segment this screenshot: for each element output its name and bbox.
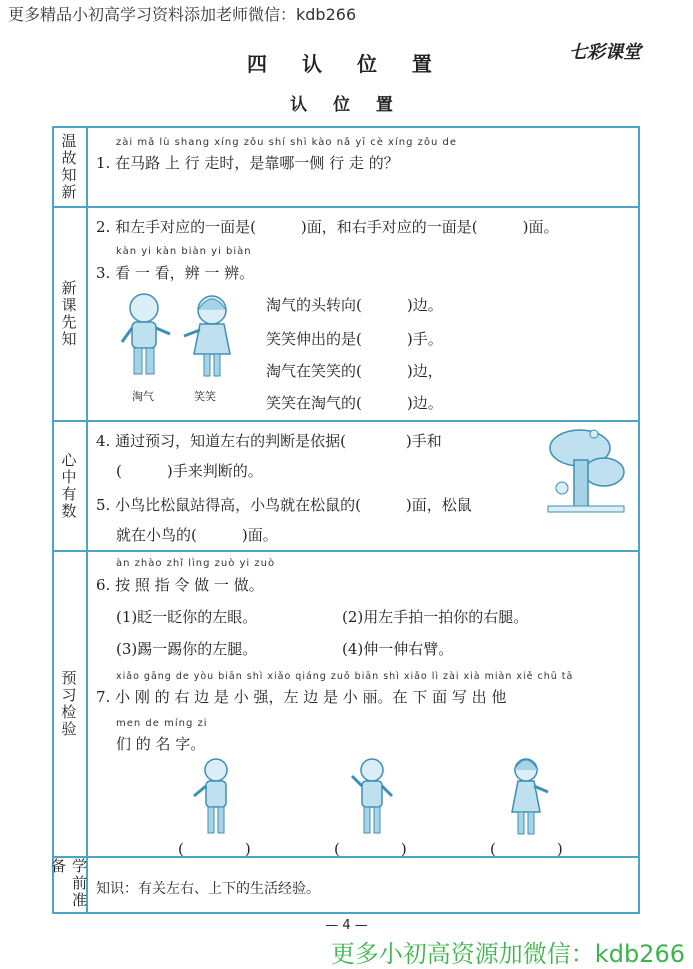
q1-text: 1. 在马路 上 行 走时，是靠哪一侧 行 走 的？ xyxy=(96,154,399,172)
q2-text: 2. 和左手对应的一面是( )面，和右手对应的一面是( )面。 xyxy=(96,218,559,236)
q3-pinyin: kàn yi kàn biàn yi biàn xyxy=(116,246,252,257)
section-divider xyxy=(52,550,640,552)
girl-figure xyxy=(184,296,230,376)
chapter-title: 四 认 位 置 xyxy=(247,52,446,76)
q4-line-1: 4. 通过预习，知道左右的判断是依据( )手和 xyxy=(96,432,442,450)
kid-middle-figure xyxy=(352,759,392,833)
section-label-new: 新课先知 xyxy=(52,208,88,420)
lesson-title: 认 位 置 xyxy=(290,95,403,115)
q3-line-3: 淘气在笑笑的( )边， xyxy=(266,362,443,380)
q3-line-2: 笑笑伸出的是( )手。 xyxy=(266,330,443,348)
q6-pinyin: àn zhào zhǐ lìng zuò yi zuò xyxy=(116,558,276,569)
prep-text: 知识：有关左右、上下的生活经验。 xyxy=(96,881,320,897)
footer-note: 更多小初高资源加微信：kdb266 xyxy=(330,940,685,968)
q6-item-1: (1)眨一眨你的左眼。 xyxy=(116,608,258,626)
q7-pinyin-1: xiǎo gāng de yòu biān shì xiǎo qiáng zuǒ biān shì xiǎo lì zài xià miàn xiě chū tā xyxy=(116,671,574,682)
q3-line-4: 笑笑在淘气的( )边。 xyxy=(266,394,443,412)
page-number: — 4 — xyxy=(325,918,368,933)
q5-line-1: 5. 小鸟比松鼠站得高，小鸟就在松鼠的( )面，松鼠 xyxy=(96,496,472,514)
section-label-preview: 预习检验 xyxy=(52,552,88,856)
name-blank-2[interactable]: ( ) xyxy=(334,840,411,858)
q4-line-2: ( )手来判断的。 xyxy=(116,462,263,480)
q6-item-2: (2)用左手拍一拍你的右腿。 xyxy=(342,608,529,626)
q6-text: 6. 按 照 指 令 做 一 做。 xyxy=(96,576,264,594)
section-label-mind: 心中有数 xyxy=(52,422,88,550)
kid-left-figure xyxy=(194,759,227,833)
q5-line-2: 就在小鸟的( )面。 xyxy=(116,526,278,544)
kid-right-figure xyxy=(512,759,548,834)
q7-pinyin-2: men de míng zi xyxy=(116,718,208,729)
tree-squirrel-bird-illustration xyxy=(544,426,628,516)
q7-text-2: 们 的 名 字。 xyxy=(116,735,206,753)
q7-text-1: 7. 小 刚 的 右 边 是 小 强，左 边 是 小 丽。在 下 面 写 出 他 xyxy=(96,688,507,706)
section-label-review: 温故知新 xyxy=(52,128,88,206)
name-blank-1[interactable]: ( ) xyxy=(178,840,255,858)
section-divider xyxy=(52,420,640,422)
boy-label: 淘气 xyxy=(132,390,154,403)
boy-figure xyxy=(122,294,170,374)
three-kids-illustration xyxy=(180,756,600,838)
header-note: 更多精品小初高学习资料添加老师微信：kdb266 xyxy=(8,5,357,24)
section-divider xyxy=(52,206,640,208)
q3-line-1: 淘气的头转向( )边。 xyxy=(266,296,443,314)
q6-item-4: (4)伸一伸右臂。 xyxy=(342,640,454,658)
section-label-prep: 学前准备 xyxy=(52,858,88,912)
girl-label: 笑笑 xyxy=(194,390,216,403)
name-blank-3[interactable]: ( ) xyxy=(490,840,567,858)
brand-logo: 七彩课堂 xyxy=(569,42,641,63)
q1-pinyin: zài mǎ lù shang xíng zǒu shí shì kào nǎ yī cè xíng zǒu de xyxy=(116,137,458,148)
boy-girl-illustration xyxy=(112,290,252,386)
q6-item-3: (3)踢一踢你的左腿。 xyxy=(116,640,258,658)
q3-text: 3. 看 一 看，辨 一 辨。 xyxy=(96,264,255,282)
